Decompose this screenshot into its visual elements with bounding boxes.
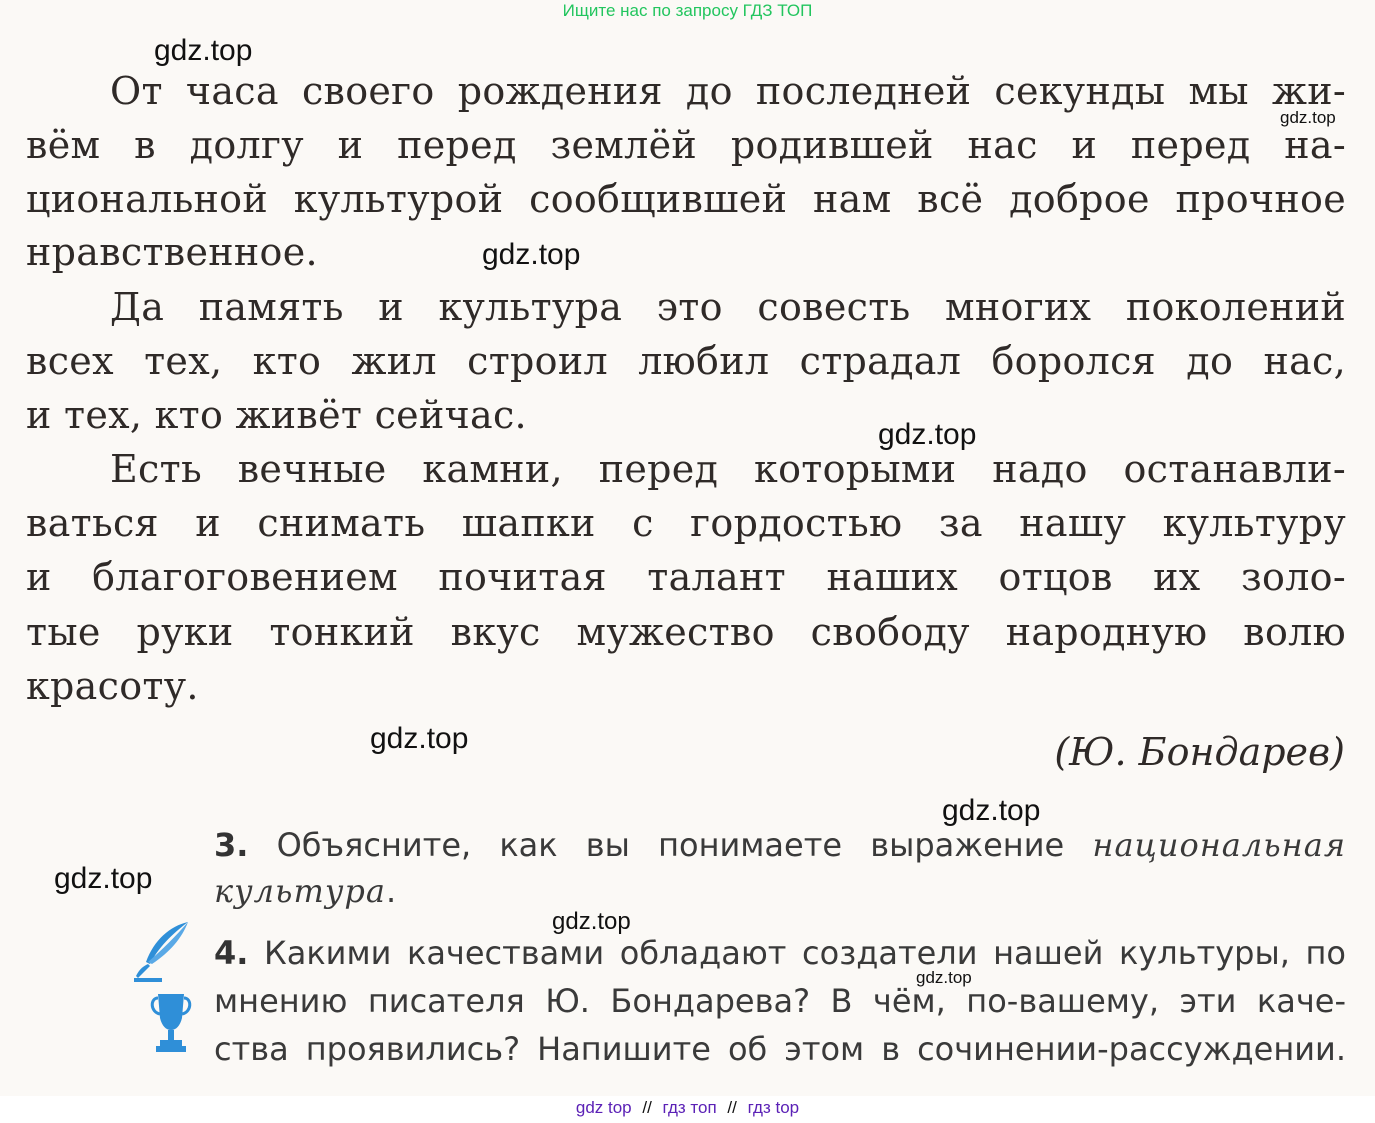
footer-separator: //	[642, 1098, 652, 1117]
footer-link-2[interactable]: гдз топ	[662, 1098, 717, 1117]
text-line-11: тые руки тонкий вкус мужество свободу народную волю	[26, 610, 1346, 654]
task-3-text: Объясните, как вы понимаете выражение	[276, 826, 1065, 864]
footer-links	[0, 1098, 1375, 1118]
watermark: gdz.top	[878, 418, 977, 451]
text-line-8: Есть вечные камни, перед которыми надо останавли-	[110, 447, 1346, 491]
watermark: gdz.top	[54, 862, 153, 895]
footer-link-1[interactable]: gdz top	[575, 1098, 632, 1117]
watermark: gdz.top	[916, 968, 972, 987]
text-line-10: и благоговением почитая талант наших отцов их золо-	[26, 555, 1346, 599]
text-line-9: ваться и снимать шапки с гордостью за нашу культуру	[26, 501, 1346, 545]
text-line-7: и тех, кто живёт сейчас.	[26, 393, 527, 437]
text-line-6: всех тех, кто жил строил любил страдал боролся до нас,	[26, 339, 1346, 383]
text-line-3: циональной культурой сообщившей нам всё доброе прочное	[26, 177, 1346, 221]
watermark: gdz.top	[552, 908, 631, 935]
watermark: gdz.top	[154, 34, 253, 67]
task-4-line-1-text: Какими качествами обладают создатели нашей культуры, по	[264, 934, 1347, 972]
footer-separator: //	[727, 1098, 737, 1117]
text-line-5: Да память и культура это совесть многих поколений	[110, 285, 1346, 329]
task-3-term-part2: культура	[214, 872, 386, 910]
task-3-line-1	[214, 822, 1346, 868]
trophy-cup-icon	[150, 992, 192, 1054]
text-line-4: нравственное.	[26, 230, 318, 274]
text-line-1: От часа своего рождения до последней секунды мы жи-	[110, 69, 1346, 113]
search-banner: Ищите нас по запросу ГДЗ ТОП	[562, 1, 813, 20]
task-3-line-2	[214, 868, 396, 914]
watermark: gdz.top	[370, 722, 469, 755]
watermark: gdz.top	[1280, 108, 1336, 127]
footer-link-3[interactable]: гдз top	[747, 1098, 800, 1117]
task-4-line-1	[214, 930, 1346, 976]
task-4-line-2: мнению писателя Ю. Бондарева? В чём, по-вашему, эти каче-	[214, 982, 1346, 1020]
watermark: gdz.top	[942, 794, 1041, 827]
watermark: gdz.top	[482, 238, 581, 271]
task-3-number: 3.	[214, 826, 249, 864]
text-line-2: вём в долгу и перед землёй родившей нас и перед на-	[26, 123, 1346, 167]
task-3-term-part1: национальная	[1092, 826, 1347, 864]
task-3-end: .	[385, 872, 397, 910]
task-4-number: 4.	[214, 934, 249, 972]
task-4-line-3: ства проявились? Напишите об этом в сочинении-рассуждении.	[214, 1030, 1346, 1068]
author-signature: (Ю. Бондарев)	[1054, 730, 1345, 774]
feather-pen-icon	[132, 918, 192, 982]
text-line-12: красоту.	[26, 664, 199, 708]
